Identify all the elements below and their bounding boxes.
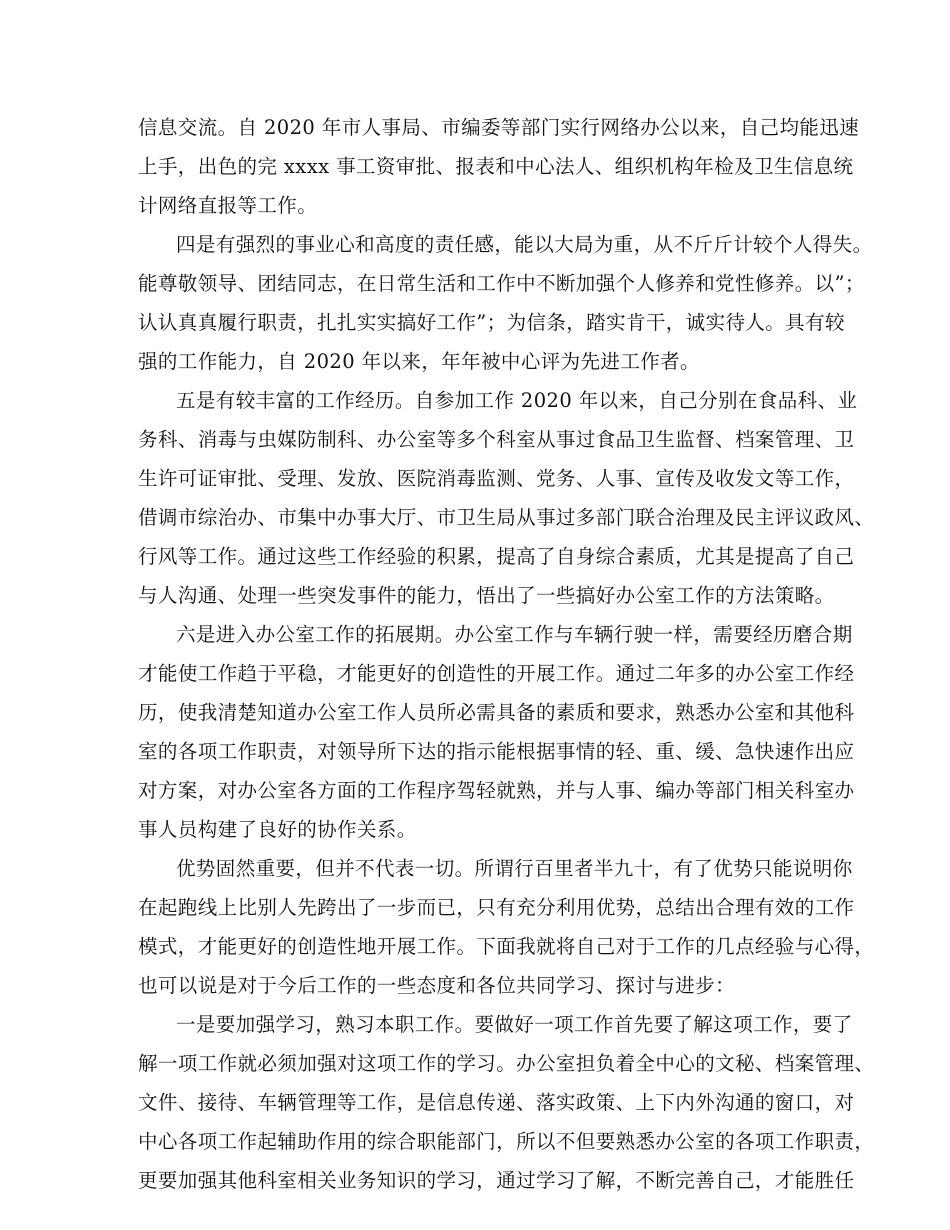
text-line: 才能使工作趋于平稳，才能更好的创造性的开展工作。通过二年多的办公室工作经 — [138, 662, 855, 685]
text-line: 上手，出色的完 xxxx 事工资审批、报表和中心法人、组织机构年检及卫生信息统 — [138, 155, 854, 178]
text-line: 室的各项工作职责，对领导所下达的指示能根据事情的轻、重、缓、急快速作出应 — [138, 740, 855, 763]
text-line: 四是有强烈的事业心和高度的责任感，能以大局为重，从不斤斤计较个人得失。 — [176, 233, 873, 256]
text-line: 优势固然重要，但并不代表一切。所谓行百里者半九十，有了优势只能说明你 — [176, 857, 853, 880]
text-line: 强的工作能力，自 2020 年以来，年年被中心评为先进工作者。 — [138, 350, 700, 373]
text-line: 信息交流。自 2020 年市人事局、市编委等部门实行网络办公以来，自己均能迅速 — [138, 116, 860, 139]
text-line: 也可以说是对于今后工作的一些态度和各位共同学习、探讨与进步： — [138, 974, 736, 997]
text-line: 文件、接待、车辆管理等工作，是信息传递、落实政策、上下内外沟通的窗口，对 — [138, 1091, 855, 1114]
text-line: 中心各项工作起辅助作用的综合职能部门，所以不但要熟悉办公室的各项工作职责， — [138, 1130, 875, 1153]
text-line: 五是有较丰富的工作经历。自参加工作 2020 年以来，自己分别在食品科、业 — [176, 389, 858, 412]
text-line: 解一项工作就必须加强对这项工作的学习。办公室担负着全中心的文秘、档案管理、 — [138, 1052, 875, 1075]
text-line: 务科、消毒与虫媒防制科、办公室等多个科室从事过食品卫生监督、档案管理、卫 — [138, 428, 855, 451]
text-line: 历，使我清楚知道办公室工作人员所必需具备的素质和要求，熟悉办公室和其他科 — [138, 701, 855, 724]
text-line: 与人沟通、处理一些突发事件的能力，悟出了一些搞好办公室工作的方法策略。 — [138, 584, 835, 607]
text-line: 能尊敬领导、团结同志，在日常生活和工作中不断加强个人修养和党性修养。以”； — [138, 272, 865, 295]
text-line: 在起跑线上比别人先跨出了一步而已，只有充分利用优势，总结出合理有效的工作 — [138, 896, 855, 919]
text-line: 认认真真履行职责，扎扎实实搞好工作”；为信条，踏实肯干，诚实待人。具有较 — [138, 311, 845, 334]
text-line: 事人员构建了良好的协作关系。 — [138, 818, 417, 841]
text-line: 借调市综治办、市集中办事大厅、市卫生局从事过多部门联合治理及民主评议政风、 — [138, 506, 875, 529]
text-line: 对方案，对办公室各方面的工作程序驾轻就熟，并与人事、编办等部门相关科室办 — [138, 779, 855, 802]
text-line: 更要加强其他科室相关业务知识的学习，通过学习了解，不断完善自己，才能胜任 — [138, 1169, 855, 1192]
text-line: 计网络直报等工作。 — [138, 194, 318, 217]
text-line: 模式，才能更好的创造性地开展工作。下面我就将自己对于工作的几点经验与心得， — [138, 935, 875, 958]
text-line: 一是要加强学习，熟习本职工作。要做好一项工作首先要了解这项工作，要了 — [176, 1013, 853, 1036]
text-line: 六是进入办公室工作的拓展期。办公室工作与车辆行驶一样，需要经历磨合期 — [176, 623, 853, 646]
text-line: 行风等工作。通过这些工作经验的积累，提高了自身综合素质，尤其是提高了自己 — [138, 545, 855, 568]
text-line: 生许可证审批、受理、发放、医院消毒监测、党务、人事、宣传及收发文等工作， — [138, 467, 855, 490]
